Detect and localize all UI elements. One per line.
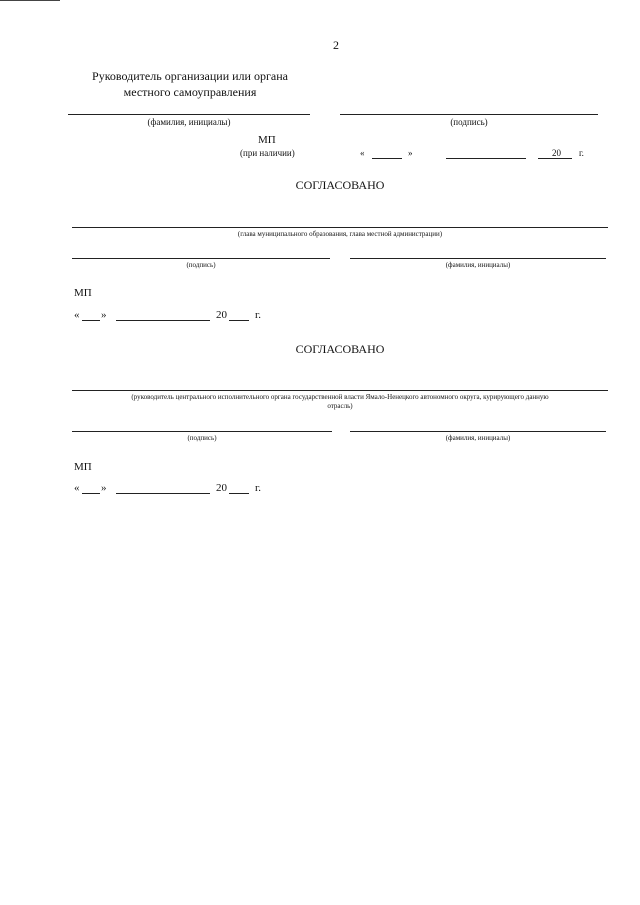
head-date-quote-open: « (360, 148, 365, 158)
block2-date-month-line (116, 493, 210, 494)
head-title-line2: местного самоуправления (123, 85, 257, 99)
head-mp: МП (258, 134, 276, 146)
block2-role-line (72, 390, 608, 391)
head-date-quote-close: » (408, 148, 413, 158)
page-number: 2 (333, 38, 339, 52)
block2-fio-caption: (фамилия, инициалы) (445, 434, 511, 442)
head-title-line1: Руководитель организации или органа (92, 69, 288, 83)
head-fio-line (68, 114, 310, 115)
head-mp-note: (при наличии) (240, 148, 295, 158)
block1-year-prefix: 20 (216, 309, 227, 321)
block2-date-quote-close: » (101, 482, 107, 494)
block1-date-quote-close: » (101, 309, 107, 321)
head-year-line (538, 158, 572, 159)
block2-heading: СОГЛАСОВАНО (295, 342, 385, 356)
block1-year-suffix: г. (255, 309, 262, 321)
head-date-month-line (446, 158, 526, 159)
scan-corner-mark (0, 0, 60, 1)
head-date-day-line (372, 158, 402, 159)
block2-year-prefix: 20 (216, 482, 227, 494)
block1-date-day-line (82, 320, 100, 321)
block1-fio-caption: (фамилия, инициалы) (445, 261, 511, 269)
block2-fio-line (350, 431, 606, 432)
block1-date-quote-open: « (74, 309, 80, 321)
block2-date-day-line (82, 493, 100, 494)
block2-role-caption (72, 393, 608, 411)
block2-role-caption-line1: (руководитель центрального исполнительного органа государственной власти Ямало-Ненецкого автономного округа, курирующего данную (131, 393, 549, 401)
block2-mp: МП (74, 461, 92, 473)
block1-fio-line (350, 258, 606, 259)
block1-heading: СОГЛАСОВАНО (295, 178, 385, 192)
block1-mp: МП (74, 287, 92, 299)
block1-role-line (72, 227, 608, 228)
block2-date-quote-open: « (74, 482, 80, 494)
head-fio-caption: (фамилия, инициалы) (147, 117, 231, 127)
head-year-suffix: г. (579, 148, 584, 158)
block2-sign-caption: (подпись) (187, 434, 217, 442)
block2-role-caption-line2: отрасль) (327, 402, 353, 410)
block2-year-line (229, 493, 249, 494)
head-sign-line (340, 114, 598, 115)
block1-role-caption: (глава муниципального образования, глава местной администрации) (237, 230, 443, 238)
block2-year-suffix: г. (255, 482, 262, 494)
head-sign-caption: (подпись) (450, 117, 488, 127)
head-year-prefix: 20 (552, 148, 561, 158)
block1-sign-line (72, 258, 330, 259)
block1-year-line (229, 320, 249, 321)
head-title (70, 68, 310, 100)
block1-sign-caption: (подпись) (186, 261, 216, 269)
block1-date-month-line (116, 320, 210, 321)
block2-sign-line (72, 431, 332, 432)
